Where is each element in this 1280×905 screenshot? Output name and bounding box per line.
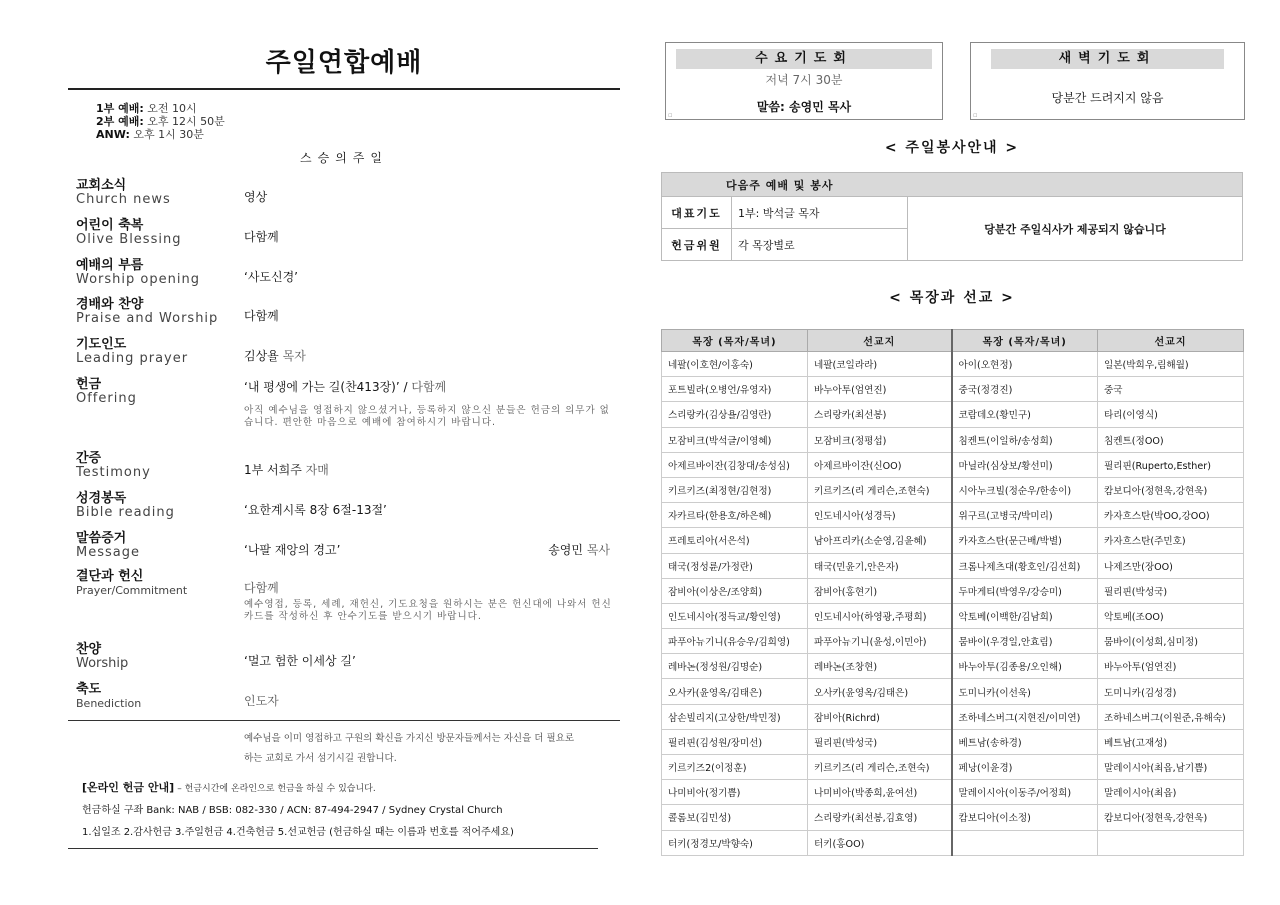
online-offering-info: [온라인 헌금 안내] – 헌금시간에 온라인으로 헌금을 하실 수 있습니다. 헌금하실 구좌 Bank: NAB / BSB: 082-330 / ACN: 87-494-2947 / Sydney Crystal Church 1.십일조 2.감사헌금 3.주일헌금 4.건축헌금 5.선교헌금 (헌금하실 때는 이름과 번호를 적어주세요) [82,777,620,844]
cell-mission-field: 말레이시아(최읍) [1098,780,1244,805]
bank-account: 헌금하실 구좌 Bank: NAB / BSB: 082-330 / ACN: 87-494-2947 / Sydney Crystal Church [82,805,503,816]
cell-mission-field: 필리핀(박성국) [1098,578,1244,603]
cell-group: 캄보디아(이소정) [952,805,1098,830]
cell-mission-field: 잠비아(Richrd) [808,704,952,729]
cell-group: 페낭(이윤경) [952,755,1098,780]
cell-group: 포트빌라(오병언/유영자) [662,377,808,402]
cell-mission-field: 캄보디아(정현욱,강현욱) [1098,477,1244,502]
cell-group: 인도네시아(정득교/황인영) [662,603,808,628]
cell-group: 바누아투(김종용/오인해) [952,654,1098,679]
cell-mission-field: 필리핀(Ruperto,Esther) [1098,452,1244,477]
mission-table: 목장 (목자/목녀) 선교지 목장 (목자/목녀) 선교지 네팔(이호현/이홍숙) 네팔(코일라라) 아이(오현정) 일본(박희우,림해월) 포트빌라(오병언/유영자) 바누아투(엄연진) 중국(정경진) 중국 스리랑카(김상욜/김영란) 스리랑카(최선봉) 코람데오(황민구) 타리(이영식) 모잠비크(박석글/이영혜) 모잠비크(정평섭) 침켄트(이일하/송성희) 침켄트(정OO) 아제르바이잔(김창대/송성심) 아제르바이잔(신OO) 마닐라(심상보/황선미) 필리핀(Ruperto,Esther) 키르키즈(최정현/김현정) 키르키즈(리 게리슨,조현숙) 시아누크빌(정순우/한송이) 캄보디아(정현욱,강현욱) 자카르타(한용호/하은혜) 인도네시아(성경득) 위구르(고병국/박미리) 카자흐스탄(박OO,강OO) 프레토리아(서은석) 남아프리카(소순영,김윤혜) 카자흐스탄(문근배/박별) 카자흐스탄(주민호) 태국(정성륜/가정란) 태국(민윤기,안은자) 크롬나제츠대(황호인/김선희) 나제즈만(장OO) 잠비아(이상은/조양희) 잠비아(홍현기) 두마게티(박영우/강승미) 필리핀(박성국) 인도네시아(정득교/황인영) 인도네시아(하영광,주평희) 악토베(이백한/김남희) 악토베(조OO) 파푸아뉴기니(유승우/김희영) 파푸아뉴기니(윤성,이민아) 뭄바이(우경일,안효림) 뭄바이(이성희,심미정) 레바논(정성원/김명순) 레바논(조창현) 바누아투(김종용/오인해) 바누아투(엄연진) 오사카(윤영옥/김태은) 오사카(윤영옥/김태은) 도미니카(이선욱) 도미니카(김성경) 삼손빌리지(고상한/박민정) 잠비아(Richrd) 조하네스버그(지현진/이미연) 조하네스버그(이원준,유해숙) 필리핀(김성원/장미선) 필리핀(박성국) 베트남(송하경) 베트남(고재성) 키르키즈2(이정훈) 키르키즈(리 게리슨,조현숙) 페낭(이윤경) 말레이시아(최읍,남기쁨) 나미비아(정기쁨) 나미비아(박종희,윤여선) 말레이시아(이동주/어정희) 말레이시아(최읍) 콜롬보(김민성) 스리랑카(최선봉,김효영) 캄보디아(이소정) 캄보디아(정현욱,강현욱) 터키(정경모/박향숙) 터키(홍OO) [661,329,1244,856]
cell-mission-field: 도미니카(김성경) [1098,679,1244,704]
cell-group: 터키(정경모/박향숙) [662,830,808,855]
cell-group: 삼손빌리지(고상한/박민정) [662,704,808,729]
cell-group: 마닐라(심상보/황선미) [952,452,1098,477]
meal-notice: 당분간 주일식사가 제공되지 않습니다 [908,197,1243,261]
divider [68,720,620,721]
cell-mission-field: 타리(이영식) [1098,402,1244,427]
cell-mission-field: 필리핀(박성국) [808,729,952,754]
service-times: 1부 예배: 오전 10시 2부 예배: 오후 12시 50분 ANW: 오후 1시 30분 [96,102,225,141]
mission-section-title: < 목장과 선교 > [889,290,1015,306]
table-row [662,755,1244,780]
cell-group: 도미니카(이선욱) [952,679,1098,704]
wednesday-prayer-title: 수요기도회 [676,49,932,69]
cell-mission-field: 남아프리카(소순영,김윤혜) [808,528,952,553]
order-item: 어린이 축복 Olive Blessing 다함께 [76,218,279,247]
service-table: 다음주 예배 및 봉사 대표기도 1부: 박석글 목자 당분간 주일식사가 제공되지 않습니다 헌금위원 각 목장별로 [661,172,1243,261]
order-item: 경배와 찬양 Praise and Worship 다함께 [76,297,279,326]
cell-group: 시아누크빌(정순우/한송이) [952,477,1098,502]
worship-order [68,178,620,712]
cell-group: 조하네스버그(지현진/이미연) [952,704,1098,729]
cell-group: 레바논(정성원/김명순) [662,654,808,679]
cell-mission-field: 잠비아(홍현기) [808,578,952,603]
cell-group: 키르키즈2(이정훈) [662,755,808,780]
cell-mission-field: 오사카(윤영옥/김태은) [808,679,952,704]
cell-group: 말레이시아(이동주/어정희) [952,780,1098,805]
cell-mission-field: 키르키즈(리 게리슨,조현숙) [808,477,952,502]
cell-group: 파푸아뉴기니(유승우/김희영) [662,629,808,654]
table-row [662,553,1244,578]
table-row [662,528,1244,553]
table-row [662,603,1244,628]
cell-mission-field: 나제즈만(장OO) [1098,553,1244,578]
divider [68,88,620,90]
table-row [662,729,1244,754]
cell-group: 스리랑카(김상욜/김영란) [662,402,808,427]
cell-group: 아제르바이잔(김창대/송성심) [662,452,808,477]
cell-group: 네팔(이호현/이홍숙) [662,352,808,377]
cell-group: 필리핀(김성원/장미선) [662,729,808,754]
cell-group: 오사카(윤영옥/김태은) [662,679,808,704]
table-row [662,780,1244,805]
cell-group: 침켄트(이일하/송성희) [952,427,1098,452]
divider [68,848,598,849]
cell-group: 키르키즈(최정현/김현정) [662,477,808,502]
cell-group: 잠비아(이상은/조양희) [662,578,808,603]
cell-group: 자카르타(한용호/하은혜) [662,503,808,528]
table-row [662,679,1244,704]
cell-mission-field: 카자흐스탄(주민호) [1098,528,1244,553]
order-item: 기도인도 Leading prayer 김상욜 목자 [76,337,306,366]
cell-group: 코람데오(황민구) [952,402,1098,427]
cell-mission-field: 바누아투(엄연진) [808,377,952,402]
cell-mission-field: 캄보디아(정현욱,강현욱) [1098,805,1244,830]
cell-group [952,830,1098,855]
cell-mission-field: 베트남(고재성) [1098,729,1244,754]
cell-group: 콜롬보(김민성) [662,805,808,830]
cell-mission-field: 스리랑카(최선봉) [808,402,952,427]
table-row [662,578,1244,603]
cell-mission-field: 스리랑카(최선봉,김효영) [808,805,952,830]
table-row [662,427,1244,452]
commitment-note: 예수영접, 등록, 세례, 재헌신, 기도요청을 원하시는 분은 헌신대에 나와서 헌신카드를 작성하신 후 안수기도를 받으시기 바랍니다. [244,599,612,622]
table-row [662,805,1244,830]
cell-group: 태국(정성륜/가정란) [662,553,808,578]
table-row [662,704,1244,729]
table-row [662,503,1244,528]
cell-mission-field: 뭄바이(이성희,심미정) [1098,629,1244,654]
cell-group: 나미비아(정기쁨) [662,780,808,805]
dawn-prayer-box: 새벽기도회 당분간 드려지지 않음 ▫ [970,42,1245,120]
order-item: 찬양 Worship ‘멀고 험한 이세상 길’ [76,642,356,671]
order-item: 교회소식 Church news 영상 [76,178,268,207]
offering-note: 아직 예수님을 영접하지 않으셨거나, 등록하지 않으신 분들은 헌금의 의무가 없습니다. 편안한 마음으로 예배에 참여하시기 바랍니다. [244,405,610,428]
table-row [662,477,1244,502]
table-row [662,654,1244,679]
cell-mission-field: 인도네시아(하영광,주평희) [808,603,952,628]
cell-mission-field: 나미비아(박종희,윤여선) [808,780,952,805]
order-item: 축도 Benediction 인도자 [76,682,279,710]
cell-group: 카자흐스탄(문근배/박별) [952,528,1098,553]
cell-group: 베트남(송하경) [952,729,1098,754]
order-item: 간증 Testimony 1부 서희주 자매 [76,451,329,480]
cell-mission-field: 모잠비크(정평섭) [808,427,952,452]
cell-group: 아이(오현정) [952,352,1098,377]
cell-mission-field: 키르키즈(리 게리슨,조현숙) [808,755,952,780]
cell-mission-field: 침켄트(정OO) [1098,427,1244,452]
cell-group: 크롬나제츠대(황호인/김선희) [952,553,1098,578]
table-row [662,629,1244,654]
mission-table-body [662,352,1244,856]
page-title: 주일연합예배 [265,48,423,78]
cell-mission-field: 카자흐스탄(박OO,강OO) [1098,503,1244,528]
cell-group: 중국(정경진) [952,377,1098,402]
cell-group: 뭄바이(우경일,안효림) [952,629,1098,654]
cell-mission-field: 말레이시아(최읍,남기쁨) [1098,755,1244,780]
service-section-title: < 주일봉사안내 > [884,140,1020,156]
cell-mission-field: 일본(박희우,림해월) [1098,352,1244,377]
cell-mission-field: 태국(민윤기,안은자) [808,553,952,578]
order-item: 성경봉독 Bible reading ‘요한계시록 8장 6절-13절’ [76,491,387,520]
cell-mission-field: 조하네스버그(이원준,유해숙) [1098,704,1244,729]
cell-mission-field [1098,830,1244,855]
cell-mission-field: 네팔(코일라라) [808,352,952,377]
table-row [662,352,1244,377]
cell-group: 위구르(고병국/박미리) [952,503,1098,528]
cell-mission-field: 아제르바이잔(신OO) [808,452,952,477]
table-row [662,402,1244,427]
order-item: 예배의 부름 Worship opening ‘사도신경’ [76,258,298,287]
cell-mission-field: 바누아투(엄연진) [1098,654,1244,679]
cell-mission-field: 중국 [1098,377,1244,402]
dawn-prayer-title: 새벽기도회 [991,49,1224,69]
order-item: 결단과 헌신 Prayer/Commitment 다함께 [76,569,279,597]
table-row [662,377,1244,402]
table-row [662,452,1244,477]
cell-mission-field: 파푸아뉴기니(윤성,이민아) [808,629,952,654]
closing-note: 예수님을 이미 영접하고 구원의 확신을 가지신 방문자들께서는 자신을 더 필요로 하는 교회로 가서 섬기시길 권합니다. [244,733,575,764]
cell-mission-field: 인도네시아(성경득) [808,503,952,528]
table-row [662,830,1244,855]
cell-mission-field: 레바논(조창현) [808,654,952,679]
cell-group: 프레토리아(서은석) [662,528,808,553]
cell-mission-field: 악토베(조OO) [1098,603,1244,628]
order-item: 말씀증거 Message ‘나팔 재앙의 경고’ 송영민 목사 [76,531,610,560]
cell-group: 모잠비크(박석글/이영혜) [662,427,808,452]
cell-group: 악토베(이백한/김남희) [952,603,1098,628]
worship-order-page [68,40,620,849]
offering-types: 1.십일조 2.감사헌금 3.주일헌금 4.건축헌금 5.선교헌금 (헌금하실 때는 이름과 번호를 적어주세요) [82,827,514,838]
order-item: 헌금 Offering ‘내 평생에 가는 길(찬413장)’ / 다함께 [76,377,447,406]
service-subtitle: 스승의주일 [300,151,388,165]
cell-mission-field: 터키(홍OO) [808,830,952,855]
wednesday-prayer-box: 수요기도회 저녁 7시 30분 말씀: 송영민 목사 ▫ [665,42,943,120]
cell-group: 두마게티(박영우/강승미) [952,578,1098,603]
